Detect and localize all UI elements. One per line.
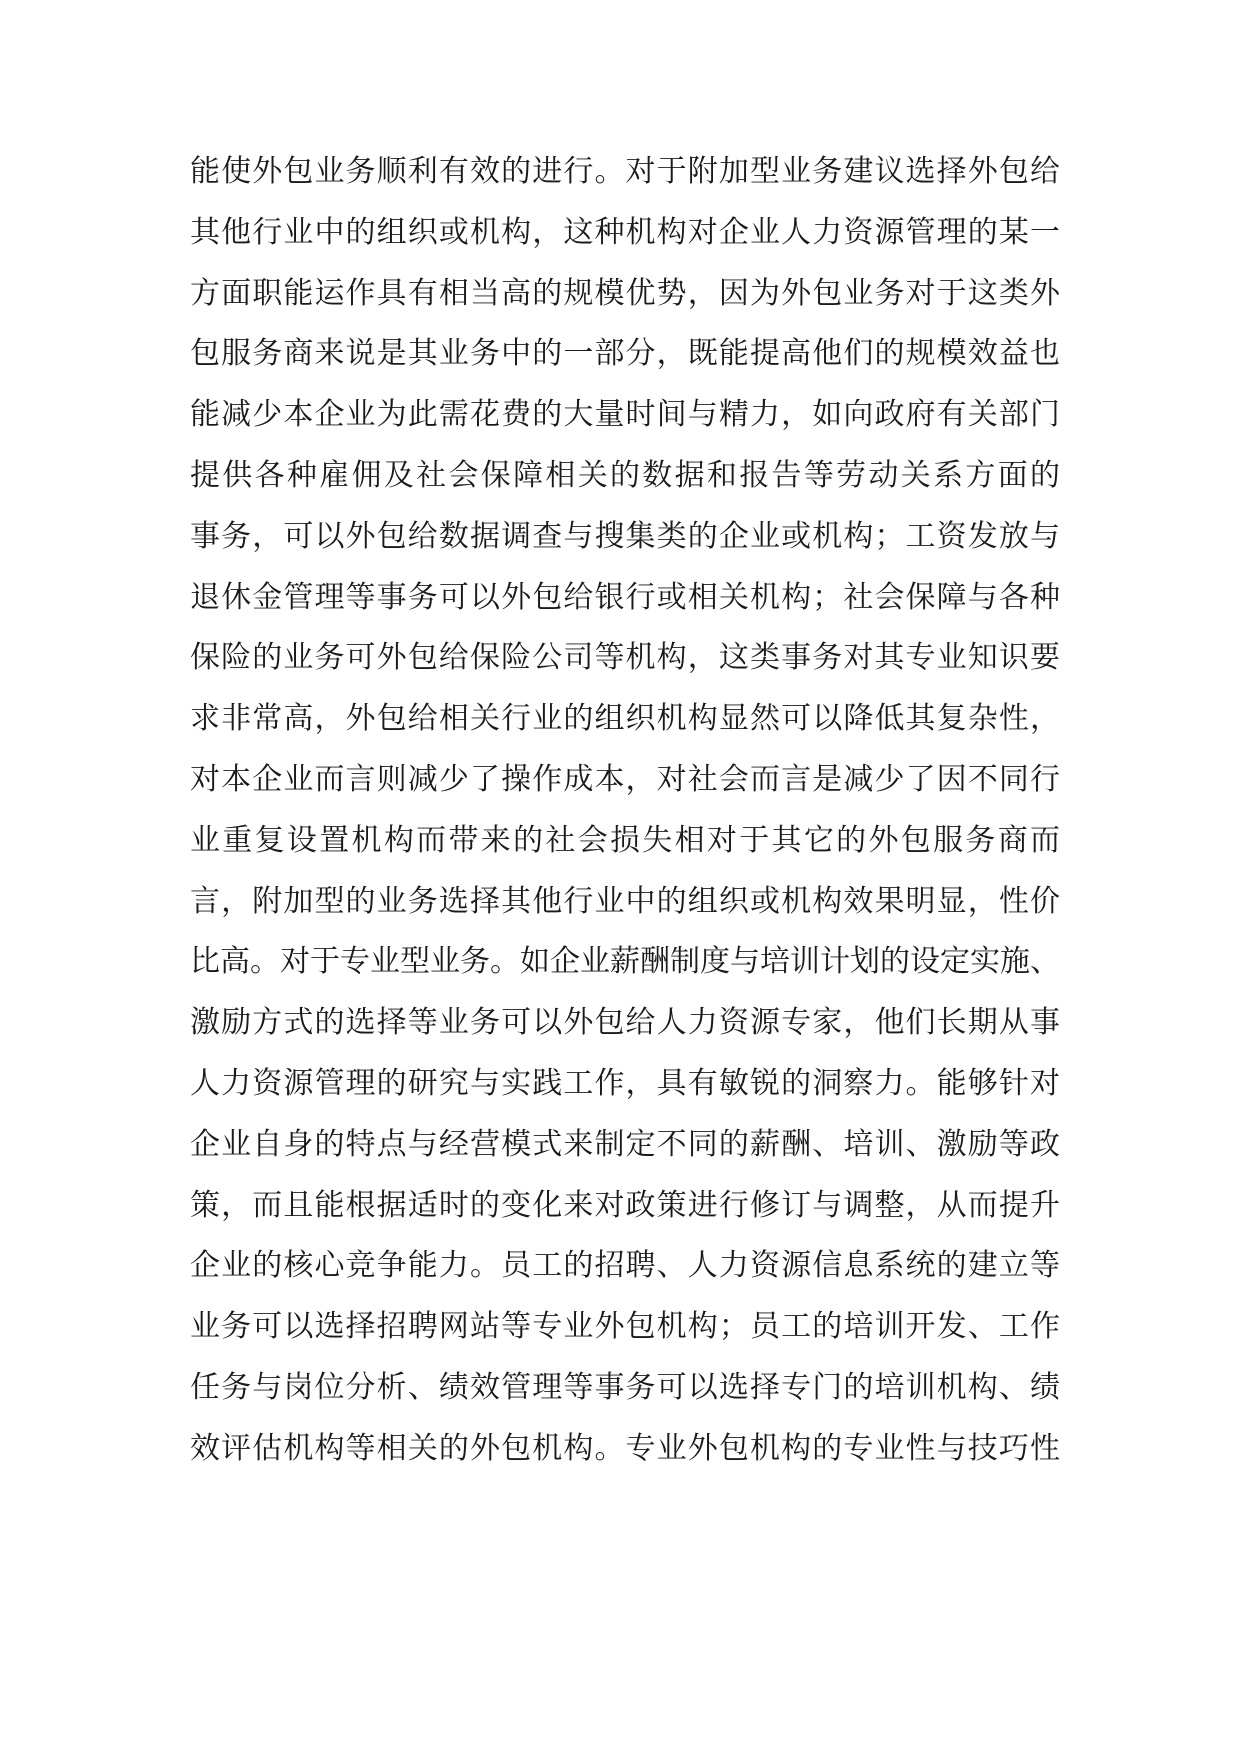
text-line: 对本企业而言则减少了操作成本，对社会而言是减少了因不同行: [190, 761, 1060, 797]
text-line: 言，附加型的业务选择其他行业中的组织或机构效果明显，性价: [190, 883, 1060, 919]
text-line: 提供各种雇佣及社会保障相关的数据和报告等劳动关系方面的: [190, 457, 1060, 493]
text-line: 能减少本企业为此需花费的大量时间与精力，如向政府有关部门: [190, 397, 1060, 433]
text-line: 激励方式的选择等业务可以外包给人力资源专家，他们长期从事: [190, 1005, 1060, 1041]
text-line: 企业的核心竞争能力。员工的招聘、人力资源信息系统的建立等: [190, 1248, 1060, 1284]
text-line: 其他行业中的组织或机构，这种机构对企业人力资源管理的某一: [190, 214, 1060, 250]
text-line: 求非常高，外包给相关行业的组织机构显然可以降低其复杂性，: [190, 701, 1060, 737]
text-line: 业务可以选择招聘网站等专业外包机构；员工的培训开发、工作: [190, 1309, 1060, 1345]
text-line: 人力资源管理的研究与实践工作，具有敏锐的洞察力。能够针对: [190, 1065, 1060, 1101]
text-line: 保险的业务可外包给保险公司等机构，这类事务对其专业知识要: [190, 640, 1060, 676]
text-line: 包服务商来说是其业务中的一部分，既能提高他们的规模效益也: [190, 336, 1060, 372]
text-line: 比高。对于专业型业务。如企业薪酬制度与培训计划的设定实施、: [190, 944, 1060, 980]
text-line: 任务与岗位分析、绩效管理等事务可以选择专门的培训机构、绩: [190, 1369, 1060, 1405]
text-line: 业重复设置机构而带来的社会损失相对于其它的外包服务商而: [190, 822, 1060, 858]
text-line: 企业自身的特点与经营模式来制定不同的薪酬、培训、激励等政: [190, 1126, 1060, 1162]
text-line: 能使外包业务顺利有效的进行。对于附加型业务建议选择外包给: [190, 154, 1060, 189]
text-line: 方面职能运作具有相当高的规模优势，因为外包业务对于这类外: [190, 275, 1060, 311]
text-line: 退休金管理等事务可以外包给银行或相关机构；社会保障与各种: [190, 579, 1060, 615]
text-line: 效评估机构等相关的外包机构。专业外包机构的专业性与技巧性: [190, 1430, 1060, 1466]
body-text: [190, 142, 1060, 1480]
text-line: 策，而且能根据适时的变化来对政策进行修订与调整，从而提升: [190, 1187, 1060, 1223]
text-line: 事务，可以外包给数据调查与搜集类的企业或机构；工资发放与: [190, 518, 1060, 554]
